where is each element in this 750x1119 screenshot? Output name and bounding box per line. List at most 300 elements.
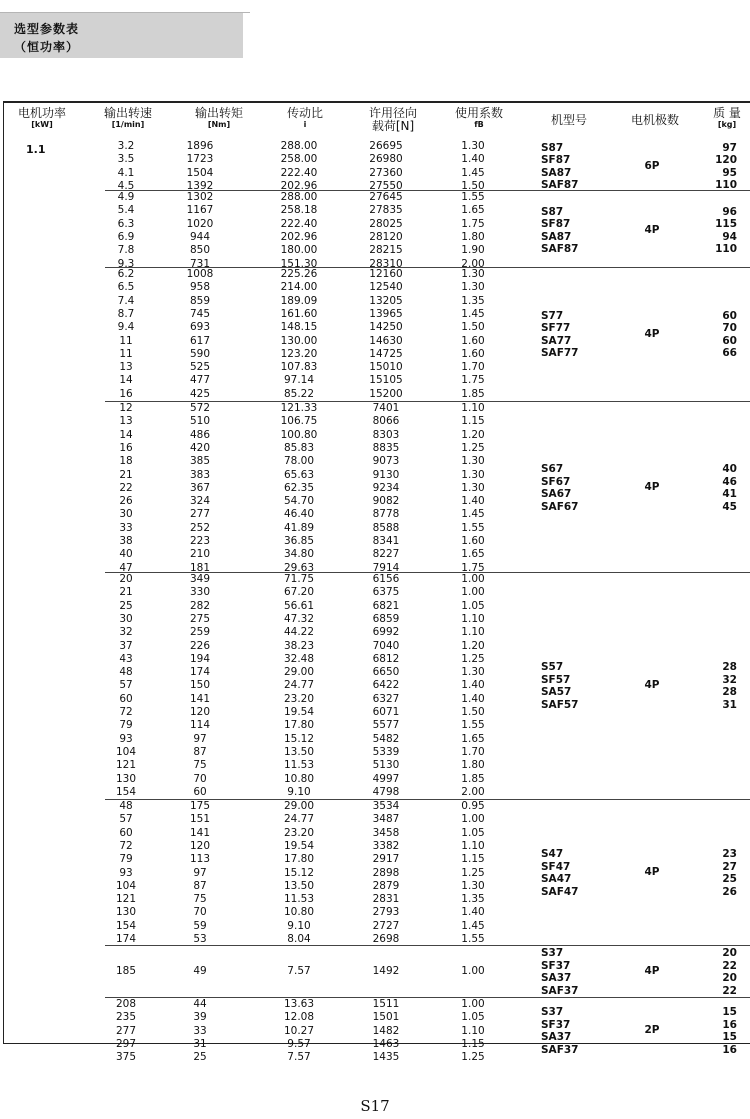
service-factor-cell: 1.60 [461, 347, 485, 360]
ratio-cell: 11.53 [283, 893, 315, 906]
torque-cell: 59 [193, 919, 207, 932]
load-cell: 27835 [369, 204, 403, 217]
model-code: SAF87 [541, 243, 579, 256]
torque-cell: 87 [193, 745, 207, 758]
torque-cell: 383 [189, 468, 211, 481]
model-group [105, 800, 750, 946]
service-factor-cell: 1.40 [461, 495, 485, 508]
ratio-cell: 17.80 [283, 719, 315, 732]
table-row [105, 548, 535, 560]
model-code: SA37 [541, 972, 572, 984]
model-code: SAF77 [541, 347, 579, 359]
torque-cell: 44 [193, 998, 207, 1010]
service-factor-cell: 1.50 [461, 706, 485, 718]
header-torque: 输出转矩 [Nm] [194, 106, 243, 129]
table-row [105, 746, 535, 758]
torque-cell: 572 [189, 402, 211, 414]
torque-cell: 1723 [186, 153, 214, 166]
speed-cell: 60 [119, 826, 133, 839]
ratio-cell: 78.00 [283, 455, 315, 468]
load-cell: 9130 [372, 468, 400, 481]
load-cell: 2727 [372, 919, 400, 932]
torque-cell: 141 [189, 692, 211, 705]
table-row [105, 281, 535, 293]
service-factor-cell: 1.15 [461, 1037, 485, 1050]
torque-cell: 31 [193, 1037, 207, 1050]
torque-cell: 349 [189, 573, 211, 585]
ratio-cell: 47.32 [283, 612, 315, 625]
ratio-cell: 13.63 [283, 998, 315, 1010]
service-factor-cell: 1.45 [461, 166, 485, 179]
table-row [105, 321, 535, 333]
ratio-cell: 29.00 [283, 800, 315, 812]
service-factor-cell: 1.55 [461, 521, 485, 534]
load-cell: 8066 [372, 415, 400, 428]
model-code: SA87 [541, 166, 572, 179]
speed-cell: 104 [115, 745, 137, 758]
model-list [541, 848, 621, 898]
table-row [105, 666, 535, 678]
model-list [541, 1006, 621, 1056]
torque-cell: 97 [193, 866, 207, 879]
torque-cell: 958 [189, 281, 211, 294]
speed-cell: 9.3 [117, 257, 135, 270]
speed-cell: 4.9 [117, 191, 135, 203]
model-code: SF37 [541, 1018, 571, 1031]
service-factor-cell: 1.75 [461, 217, 485, 230]
table-row [105, 455, 535, 467]
model-code: SA57 [541, 686, 572, 699]
model-code: SAF37 [541, 1043, 579, 1056]
speed-cell: 57 [119, 679, 133, 692]
mass-value: 28 [722, 661, 737, 674]
table-row [105, 244, 535, 256]
motor-poles: 2P [644, 1024, 660, 1037]
service-factor-cell: 1.65 [461, 548, 485, 561]
service-factor-cell: 1.40 [461, 692, 485, 705]
mass-value: 41 [722, 488, 737, 501]
load-cell: 26695 [369, 140, 403, 152]
service-factor-cell: 1.00 [461, 586, 485, 599]
load-cell: 1492 [372, 965, 400, 977]
torque-cell: 120 [189, 839, 211, 852]
torque-cell: 859 [189, 294, 211, 307]
model-list [541, 947, 621, 997]
service-factor-cell: 1.10 [461, 626, 485, 639]
mass-value: 96 [722, 205, 737, 218]
model-code: SF37 [541, 959, 571, 972]
service-factor-cell: 1.40 [461, 153, 485, 166]
torque-cell: 70 [193, 772, 207, 785]
load-cell: 6071 [372, 706, 400, 718]
speed-cell: 37 [119, 639, 133, 652]
mass-value: 60 [722, 334, 737, 347]
table-row [105, 482, 535, 494]
speed-cell: 4.1 [117, 166, 135, 179]
service-factor-cell: 1.25 [461, 441, 485, 454]
table-row [105, 140, 535, 152]
load-cell: 1511 [372, 998, 400, 1010]
load-cell: 28215 [369, 244, 403, 257]
speed-cell: 11 [119, 347, 133, 360]
table-row [105, 853, 535, 865]
torque-cell: 510 [189, 415, 211, 428]
torque-cell: 944 [189, 230, 211, 243]
mass-value: 115 [715, 218, 737, 231]
ratio-cell: 106.75 [280, 415, 318, 428]
service-factor-cell: 1.25 [461, 652, 485, 665]
table-row [105, 268, 535, 280]
torque-cell: 1167 [186, 204, 214, 217]
ratio-cell: 13.50 [283, 879, 315, 892]
table-row [105, 600, 535, 612]
service-factor-cell: 1.10 [461, 839, 485, 852]
model-code: S37 [541, 1006, 564, 1019]
speed-cell: 33 [119, 521, 133, 534]
torque-cell: 275 [189, 612, 211, 625]
load-cell: 1463 [372, 1037, 400, 1050]
table-row [105, 827, 535, 839]
service-factor-cell: 1.05 [461, 1011, 485, 1024]
table-row [105, 469, 535, 481]
service-factor-cell: 1.05 [461, 826, 485, 839]
table-row [105, 335, 535, 347]
motor-poles: 4P [644, 866, 660, 879]
ratio-cell: 107.83 [280, 361, 318, 374]
ratio-cell: 202.96 [280, 230, 318, 243]
mass-value: 110 [715, 179, 737, 192]
table-row [105, 1011, 535, 1023]
mass-value: 94 [722, 230, 737, 243]
service-factor-cell: 1.35 [461, 294, 485, 307]
service-factor-cell: 1.55 [461, 933, 485, 945]
speed-cell: 26 [119, 495, 133, 508]
mass-list [707, 142, 737, 192]
ratio-cell: 189.09 [280, 294, 318, 307]
ratio-cell: 65.63 [283, 468, 315, 481]
ratio-cell: 29.63 [283, 561, 315, 574]
torque-cell: 1504 [186, 166, 214, 179]
mass-list [707, 463, 737, 513]
model-code: SF57 [541, 673, 571, 686]
torque-cell: 1302 [186, 191, 214, 203]
service-factor-cell: 1.55 [461, 191, 485, 203]
service-factor-cell: 1.05 [461, 599, 485, 612]
torque-cell: 120 [189, 706, 211, 718]
ratio-cell: 9.10 [287, 919, 311, 932]
mass-value: 31 [722, 698, 737, 711]
header-mass: 质 量 [kg] [713, 106, 741, 129]
speed-cell: 154 [115, 785, 137, 798]
load-cell: 3458 [372, 826, 400, 839]
speed-cell: 13 [119, 415, 133, 428]
table-row [105, 191, 535, 203]
ratio-cell: 56.61 [283, 599, 315, 612]
table-row [105, 679, 535, 691]
table-row [105, 800, 535, 812]
load-cell: 9082 [372, 495, 400, 508]
ratio-cell: 34.80 [283, 548, 315, 561]
service-factor-cell: 1.30 [461, 481, 485, 494]
mass-value: 28 [722, 686, 737, 699]
load-cell: 14250 [369, 321, 403, 334]
table-row [105, 773, 535, 785]
table-row [105, 374, 535, 386]
model-code: SF87 [541, 218, 571, 231]
load-cell: 15105 [369, 374, 403, 387]
mass-value: 97 [722, 141, 737, 154]
ratio-cell: 161.60 [280, 307, 318, 320]
ratio-cell: 15.12 [283, 866, 315, 879]
table-row [105, 998, 535, 1010]
load-cell: 7914 [372, 561, 400, 574]
ratio-cell: 222.40 [280, 166, 318, 179]
table-row [105, 786, 535, 798]
service-factor-cell: 2.00 [461, 257, 485, 270]
speed-cell: 21 [119, 468, 133, 481]
load-cell: 6859 [372, 612, 400, 625]
model-group [105, 573, 750, 799]
speed-cell: 18 [119, 455, 133, 468]
model-code: S37 [541, 947, 564, 959]
model-code: S67 [541, 463, 564, 476]
load-cell: 15010 [369, 361, 403, 374]
speed-cell: 7.8 [117, 244, 135, 257]
torque-cell: 731 [189, 257, 211, 270]
model-group [105, 402, 750, 575]
torque-cell: 1020 [186, 217, 214, 230]
table-row [105, 759, 535, 771]
load-cell: 2917 [372, 853, 400, 866]
service-factor-cell: 1.00 [461, 998, 485, 1010]
ratio-cell: 32.48 [283, 652, 315, 665]
speed-cell: 57 [119, 813, 133, 826]
banner-title: 选型参数表 [14, 22, 80, 36]
mass-value: 25 [722, 873, 737, 886]
table-row [105, 508, 535, 520]
service-factor-cell: 1.45 [461, 919, 485, 932]
torque-cell: 25 [193, 1051, 207, 1064]
service-factor-cell: 1.80 [461, 230, 485, 243]
model-list [541, 463, 621, 513]
service-factor-cell: 1.30 [461, 281, 485, 294]
load-cell: 1435 [372, 1051, 400, 1064]
load-cell: 6375 [372, 586, 400, 599]
table-row [105, 153, 535, 165]
ratio-cell: 7.57 [287, 965, 311, 977]
mass-value: 15 [722, 1006, 737, 1019]
model-code: SF87 [541, 154, 571, 167]
table-row [105, 965, 535, 977]
table-row [105, 402, 535, 414]
mass-value: 27 [722, 860, 737, 873]
load-cell: 2831 [372, 893, 400, 906]
mass-value: 110 [715, 243, 737, 256]
speed-cell: 8.7 [117, 307, 135, 320]
torque-cell: 259 [189, 626, 211, 639]
ratio-cell: 85.22 [283, 387, 315, 400]
ratio-cell: 10.80 [283, 906, 315, 919]
model-code: SF67 [541, 475, 571, 488]
ratio-cell: 8.04 [287, 933, 311, 945]
speed-cell: 32 [119, 626, 133, 639]
ratio-cell: 15.12 [283, 732, 315, 745]
service-factor-cell: 1.25 [461, 866, 485, 879]
torque-cell: 175 [189, 800, 211, 812]
ratio-cell: 38.23 [283, 639, 315, 652]
table-row [105, 813, 535, 825]
mass-value: 23 [722, 848, 737, 861]
ratio-cell: 148.15 [280, 321, 318, 334]
speed-cell: 47 [119, 561, 133, 574]
service-factor-cell: 1.60 [461, 535, 485, 547]
ratio-cell: 9.57 [287, 1037, 311, 1050]
speed-cell: 60 [119, 692, 133, 705]
ratio-cell: 214.00 [280, 281, 318, 294]
table-row [105, 920, 535, 932]
service-factor-cell: 1.55 [461, 719, 485, 732]
model-code: SA87 [541, 230, 572, 243]
load-cell: 5130 [372, 759, 400, 772]
speed-cell: 38 [119, 535, 133, 547]
mass-value: 70 [722, 322, 737, 334]
ratio-cell: 71.75 [283, 573, 315, 585]
torque-cell: 330 [189, 586, 211, 599]
ratio-cell: 62.35 [283, 481, 315, 494]
torque-cell: 97 [193, 732, 207, 745]
service-factor-cell: 1.85 [461, 772, 485, 785]
load-cell: 13205 [369, 294, 403, 307]
motor-poles: 6P [644, 159, 660, 172]
ratio-cell: 130.00 [280, 334, 318, 347]
torque-cell: 1392 [186, 179, 214, 192]
ratio-cell: 24.77 [283, 679, 315, 692]
ratio-cell: 23.20 [283, 826, 315, 839]
ratio-cell: 44.22 [283, 626, 315, 639]
load-cell: 15200 [369, 387, 403, 400]
power-value: 1.1 [26, 143, 46, 156]
header-speed: 输出转速 [1/min] [103, 106, 152, 129]
ratio-cell: 36.85 [283, 535, 315, 547]
mass-value: 120 [715, 154, 737, 167]
torque-cell: 87 [193, 879, 207, 892]
model-list [541, 142, 621, 192]
torque-cell: 70 [193, 906, 207, 919]
load-cell: 1482 [372, 1024, 400, 1037]
table-row [105, 535, 535, 547]
table-row [105, 522, 535, 534]
speed-cell: 25 [119, 599, 133, 612]
table-row [105, 361, 535, 373]
speed-cell: 11 [119, 334, 133, 347]
model-code: SAF47 [541, 885, 579, 898]
ratio-cell: 46.40 [283, 508, 315, 521]
load-cell: 13965 [369, 307, 403, 320]
service-factor-cell: 1.15 [461, 853, 485, 866]
model-code: SA77 [541, 334, 572, 347]
service-factor-cell: 1.50 [461, 321, 485, 334]
table-row [105, 1038, 535, 1050]
speed-cell: 40 [119, 548, 133, 561]
load-cell: 6327 [372, 692, 400, 705]
load-cell: 6650 [372, 666, 400, 679]
speed-cell: 22 [119, 481, 133, 494]
mass-list [707, 206, 737, 256]
mass-list [707, 310, 737, 360]
service-factor-cell: 1.15 [461, 415, 485, 428]
torque-cell: 151 [189, 813, 211, 826]
speed-cell: 174 [115, 933, 137, 945]
ratio-cell: 123.20 [280, 347, 318, 360]
torque-cell: 590 [189, 347, 211, 360]
ratio-cell: 11.53 [283, 759, 315, 772]
service-factor-cell: 1.20 [461, 428, 485, 441]
mass-value: 60 [722, 309, 737, 322]
service-factor-cell: 1.40 [461, 906, 485, 919]
table-row [105, 218, 535, 230]
model-list [541, 206, 621, 256]
torque-cell: 181 [189, 561, 211, 574]
service-factor-cell: 1.90 [461, 244, 485, 257]
model-code: SAF87 [541, 179, 579, 192]
ratio-cell: 24.77 [283, 813, 315, 826]
header-model: 机型号 [550, 113, 587, 127]
header-service-factor: 使用系数 fB [454, 106, 503, 129]
load-cell: 5577 [372, 719, 400, 732]
model-code: SAF67 [541, 500, 579, 513]
torque-cell: 194 [189, 652, 211, 665]
service-factor-cell: 1.85 [461, 387, 485, 400]
ratio-cell: 17.80 [283, 853, 315, 866]
speed-cell: 43 [119, 652, 133, 665]
model-group [105, 998, 750, 1065]
torque-cell: 75 [193, 893, 207, 906]
ratio-cell: 7.57 [287, 1051, 311, 1064]
load-cell: 4798 [372, 785, 400, 798]
load-cell: 28120 [369, 230, 403, 243]
speed-cell: 93 [119, 732, 133, 745]
load-cell: 2793 [372, 906, 400, 919]
ratio-cell: 23.20 [283, 692, 315, 705]
ratio-cell: 13.50 [283, 745, 315, 758]
model-code: S57 [541, 661, 564, 674]
ratio-cell: 97.14 [283, 374, 315, 387]
service-factor-cell: 1.30 [461, 468, 485, 481]
service-factor-cell: 1.70 [461, 361, 485, 374]
torque-cell: 617 [189, 334, 211, 347]
table-row [105, 706, 535, 718]
table-row [105, 893, 535, 905]
mass-value: 45 [722, 500, 737, 513]
torque-cell: 525 [189, 361, 211, 374]
mass-value: 22 [722, 984, 737, 997]
load-cell: 9073 [372, 455, 400, 468]
load-cell: 3382 [372, 839, 400, 852]
load-cell: 12540 [369, 281, 403, 294]
table-row [105, 442, 535, 454]
ratio-cell: 180.00 [280, 244, 318, 257]
torque-cell: 49 [193, 965, 207, 977]
speed-cell: 93 [119, 866, 133, 879]
speed-cell: 375 [115, 1051, 137, 1064]
speed-cell: 6.9 [117, 230, 135, 243]
service-factor-cell: 1.00 [461, 813, 485, 826]
table-row [105, 348, 535, 360]
table-row [105, 167, 535, 179]
model-code: SAF57 [541, 698, 579, 711]
table-row [105, 429, 535, 441]
speed-cell: 208 [115, 998, 137, 1010]
